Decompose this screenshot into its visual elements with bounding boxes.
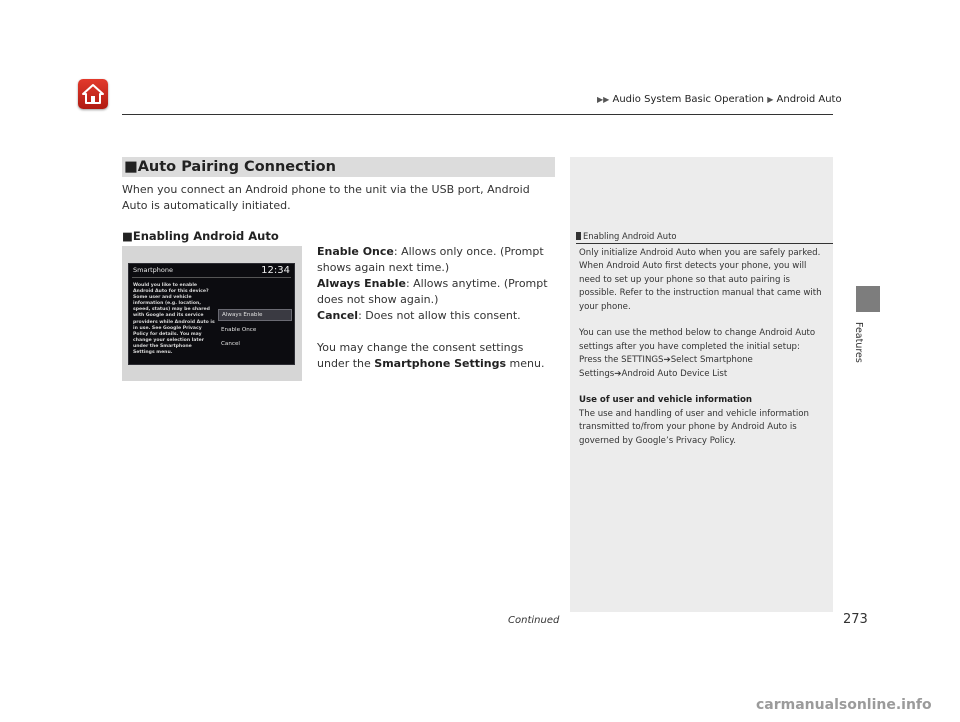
consent-footer-text: You may change the consent settings under the Smartphone Settings menu.: [317, 341, 545, 370]
section-title: ■Auto Pairing Connection: [124, 159, 336, 175]
info-title: Use of user and vehicle information: [579, 395, 753, 406]
screen-option-always-enable[interactable]: Always Enable: [218, 309, 292, 321]
arrow-icon: ➔: [663, 355, 671, 366]
screen-option-cancel[interactable]: Cancel: [221, 341, 240, 347]
breadcrumb-item-audio-system[interactable]: Audio System Basic Operation: [612, 94, 764, 105]
side-note-panel: [570, 157, 833, 612]
side-tab-marker[interactable]: [856, 286, 880, 312]
head-unit-screen: [128, 263, 295, 365]
home-button[interactable]: [78, 79, 108, 109]
side-tab-label: Features: [853, 322, 864, 363]
consent-options-description: [317, 244, 555, 372]
breadcrumb: [597, 94, 842, 105]
screen-divider: [132, 277, 291, 278]
screen-illustration: [122, 246, 302, 381]
note-body: Only initialize Android Auto when you are safely parked. When Android Auto first detects your phone, you will need to set up your phone so that auto pairing is possible. Refer to the instruction manual that came with your phone. You can use the method below to change Android Auto settings after you have completed the initial setup: Press the SETTINGS➔Select Smartphone Settings➔Android Auto Device List Use of user and vehicle information The use and handling of user and vehicle information transmitted to/from your phone by Android Auto is governed by Google’s Privacy Policy.: [579, 247, 829, 448]
breadcrumb-arrow-icon: ▶▶: [597, 95, 610, 104]
subsection-title: ■Enabling Android Auto: [122, 229, 279, 243]
section-intro: When you connect an Android phone to the unit via the USB port, Android Auto is automatically initiated.: [122, 183, 530, 212]
continued-label: Continued: [508, 615, 560, 626]
screen-option-enable-once[interactable]: Enable Once: [221, 327, 257, 333]
watermark: carmanualsonline.info: [756, 697, 932, 713]
info-body: The use and handling of user and vehicle information transmitted to/from your phone by Android Auto is governed by Google’s Privacy Policy.: [579, 408, 809, 446]
screen-title: Smartphone: [133, 266, 174, 274]
note-title: Enabling Android Auto: [576, 231, 676, 241]
settings-path: Press the SETTINGS➔Select Smartphone Settings➔Android Auto Device List: [579, 355, 753, 379]
option-description: Enable Once: Allows only once. (Prompt shows again next time.): [317, 245, 544, 274]
note-divider: [576, 243, 833, 244]
home-icon: [81, 83, 105, 105]
option-description: Cancel: Does not allow this consent.: [317, 309, 521, 322]
header-divider: [122, 114, 833, 115]
option-description: Always Enable: Allows anytime. (Prompt does not show again.): [317, 277, 548, 306]
screen-clock: 12:34: [261, 265, 290, 276]
screen-prompt-message: Would you like to enable Android Auto for this device? Some user and vehicle information (e.g. location, speed, status) may be shared with Google and its service providers while Android Auto is in use. See Google Privacy Policy for details. You may change your selection later under the Smartphone Settings menu.: [133, 283, 215, 356]
breadcrumb-arrow-icon: ▶: [767, 95, 774, 104]
section-heading-bar: [122, 157, 555, 177]
breadcrumb-item-android-auto[interactable]: Android Auto: [776, 94, 842, 105]
page-number: 273: [843, 612, 868, 627]
subsection-marker-icon: ■: [122, 229, 133, 243]
arrow-icon: ➔: [614, 368, 622, 379]
section-marker-icon: ■: [124, 159, 138, 175]
note-marker-icon: [576, 232, 581, 240]
